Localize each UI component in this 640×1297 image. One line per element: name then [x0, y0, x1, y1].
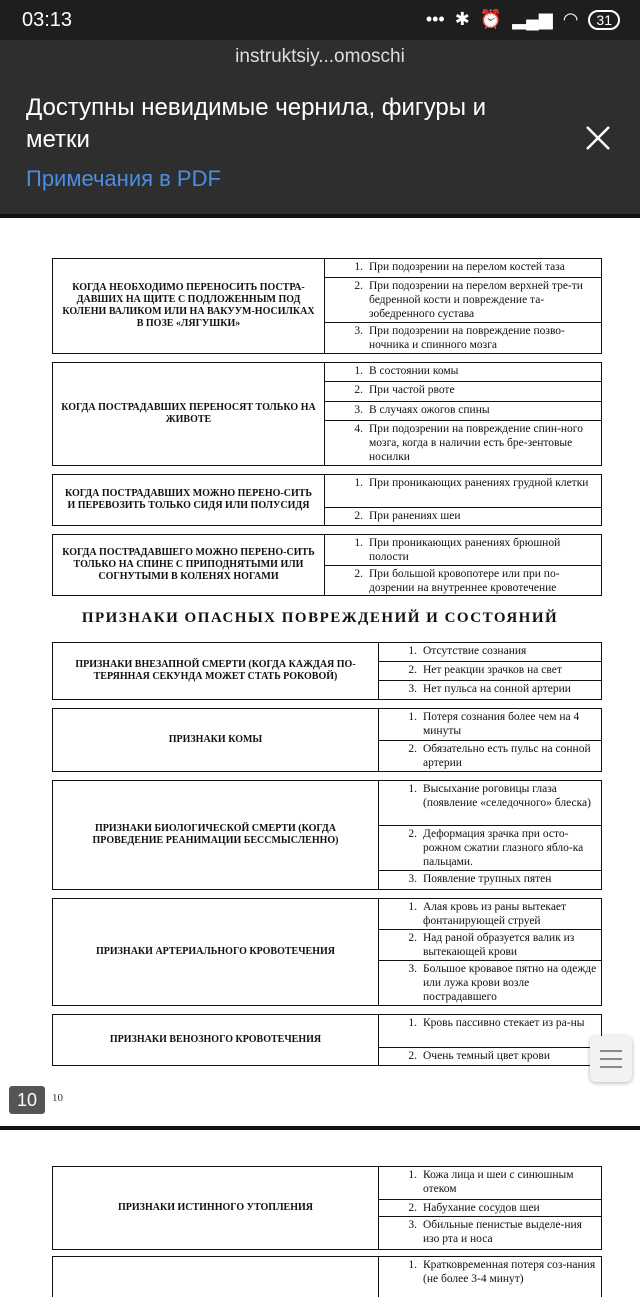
- info-table: [52, 362, 602, 466]
- table-heading: ПРИЗНАКИ КОМЫ: [53, 709, 379, 771]
- list-item: 2. Обязательно есть пульс на сонной артерии: [408, 742, 591, 769]
- list-item: 3. При подозрении на повреждение позво-ночника и спинного мозга: [354, 325, 565, 351]
- table-heading: ПРИЗНАКИ ИСТИННОГО УТОПЛЕНИЯ: [53, 1167, 379, 1249]
- list-item: 1. В состоянии комы: [325, 363, 601, 382]
- page-separator: [0, 214, 640, 218]
- table-heading: [53, 1257, 379, 1297]
- info-table: [52, 780, 602, 890]
- list-item: 2. При большой кровопотере или при по-дозрении на внутреннее кровотечение: [354, 568, 560, 594]
- list-item: 1. Кровь пассивно стекает из ра-ны: [379, 1015, 601, 1048]
- wifi-icon: ◠: [562, 9, 579, 29]
- list-item: 3. Нет пульса на сонной артерии: [408, 683, 571, 695]
- pdf-annotations-link[interactable]: Примечания в PDF: [26, 166, 221, 191]
- list-item: 1. При подозрении на перелом костей таза: [325, 259, 601, 278]
- info-table: [52, 642, 602, 700]
- bluetooth-icon: ✱: [454, 9, 470, 29]
- table-heading: КОГДА ПОСТРАДАВШЕГО МОЖНО ПЕРЕНО-СИТЬ ТОЛЬКО НА СПИНЕ С ПРИПОДНЯТЫМИ ИЛИ СОГНУТЫМИ В КОЛЕНЯХ НОГАМИ: [53, 535, 325, 595]
- section-title: ПРИЗНАКИ ОПАСНЫХ ПОВРЕЖДЕНИЙ И СОСТОЯНИЙ: [81, 610, 559, 626]
- status-time: 03:13: [22, 9, 73, 31]
- list-item: 2. При частой рвоте: [325, 382, 601, 401]
- info-table: [52, 708, 602, 772]
- list-item: 2. Набухание сосудов шеи: [379, 1200, 601, 1218]
- list-item: 1. Потеря сознания более чем на 4 минуты: [379, 709, 601, 741]
- info-table: [52, 474, 602, 526]
- page-number-footer: 10: [52, 1092, 63, 1104]
- list-item: 1. Кратковременная потеря соз-нания (не более 3-4 минут): [408, 1259, 596, 1285]
- list-item: 1. Отсутствие сознания: [379, 643, 601, 662]
- list-item: 3. Большое кровавое пятно на одежде или лужа крови возле пострадавшего: [408, 963, 597, 1003]
- pdf-toolbar: [0, 40, 640, 214]
- list-item: 4. При подозрении на повреждение спин-ного мозга, когда в наличии есть бре-зентовые носилки: [354, 422, 583, 463]
- list-item: 1. Кожа лица и шеи с синюшным отеком: [379, 1167, 601, 1200]
- info-table: [52, 1014, 602, 1066]
- list-item: 1. При проникающих ранениях грудной клетки: [325, 475, 601, 508]
- list-item: 2. При подозрении на перелом верхней тре-ти бедренной кости и повреждение та-зобедренного сустава: [325, 278, 601, 323]
- battery-icon: 31: [588, 10, 620, 30]
- list-item: 1. При проникающих ранениях брюшной полости: [325, 535, 601, 566]
- info-table: [52, 1166, 602, 1250]
- list-item: 2. Нет реакции зрачков на свет: [379, 662, 601, 681]
- page-separator: [0, 1126, 640, 1130]
- info-table: [52, 898, 602, 1006]
- list-item: 1. Высыхание роговицы глаза (появление «селедочного» блеска): [379, 781, 601, 826]
- table-heading: КОГДА ПОСТРАДАВШИХ МОЖНО ПЕРЕНО-СИТЬ И ПЕРЕВОЗИТЬ ТОЛЬКО СИДЯ ИЛИ ПОЛУСИДЯ: [53, 475, 325, 525]
- list-item: 3. Обильные пенистые выделе-ния изо рта и носа: [408, 1219, 582, 1246]
- info-table: [52, 1256, 602, 1297]
- annotations-notice: Доступны невидимые чернила, фигуры и метки: [26, 94, 487, 153]
- table-heading: ПРИЗНАКИ БИОЛОГИЧЕСКОЙ СМЕРТИ (КОГДА ПРОВЕДЕНИЕ РЕАНИМАЦИИ БЕССМЫСЛЕННО): [53, 781, 379, 889]
- table-heading: ПРИЗНАКИ ВНЕЗАПНОЙ СМЕРТИ (КОГДА КАЖДАЯ ПО-ТЕРЯННАЯ СЕКУНДА МОЖЕТ СТАТЬ РОКОВОЙ): [53, 643, 379, 699]
- info-table: [52, 534, 602, 596]
- menu-icon: [600, 1050, 622, 1052]
- status-icons: [426, 9, 620, 30]
- list-item: 3. В случаях ожогов спины: [325, 402, 601, 421]
- list-item: 2. Очень темный цвет крови: [408, 1050, 550, 1062]
- info-table: [52, 258, 602, 354]
- list-item: 2. При ранениях шеи: [354, 510, 461, 522]
- list-item: 2. Деформация зрачка при осто-рожном сжатии глазного ябло-ка пальцами.: [379, 826, 601, 871]
- table-heading: ПРИЗНАКИ АРТЕРИАЛЬНОГО КРОВОТЕЧЕНИЯ: [53, 899, 379, 1005]
- more-icon: •••: [425, 9, 445, 29]
- table-heading: КОГДА ПОСТРАДАВШИХ ПЕРЕНОСЯТ ТОЛЬКО НА ЖИВОТЕ: [53, 363, 325, 465]
- status-bar: [0, 0, 640, 40]
- table-heading: ПРИЗНАКИ ВЕНОЗНОГО КРОВОТЕЧЕНИЯ: [53, 1015, 379, 1065]
- list-item: 1. Алая кровь из раны вытекает фонтанирующей струей: [379, 899, 601, 930]
- page-indicator[interactable]: 10: [9, 1086, 45, 1114]
- list-item: 3. Появление трупных пятен: [408, 872, 552, 885]
- signal-icon: ▂▄▆: [512, 9, 553, 29]
- menu-button[interactable]: [590, 1036, 632, 1082]
- close-icon[interactable]: [584, 124, 612, 152]
- alarm-icon: ⏰: [479, 9, 503, 29]
- table-heading: КОГДА НЕОБХОДИМО ПЕРЕНОСИТЬ ПОСТРА-ДАВШИХ НА ЩИТЕ С ПОДЛОЖЕННЫМ ПОД КОЛЕНИ ВАЛИКОМ ИЛИ НА ВАКУУМ-НОСИЛКАХ В ПОЗЕ «ЛЯГУШКИ»: [53, 259, 325, 353]
- list-item: 2. Над раной образуется валик из вытекающей крови: [379, 930, 601, 961]
- file-name: instruktsiy...omoschi: [235, 46, 405, 67]
